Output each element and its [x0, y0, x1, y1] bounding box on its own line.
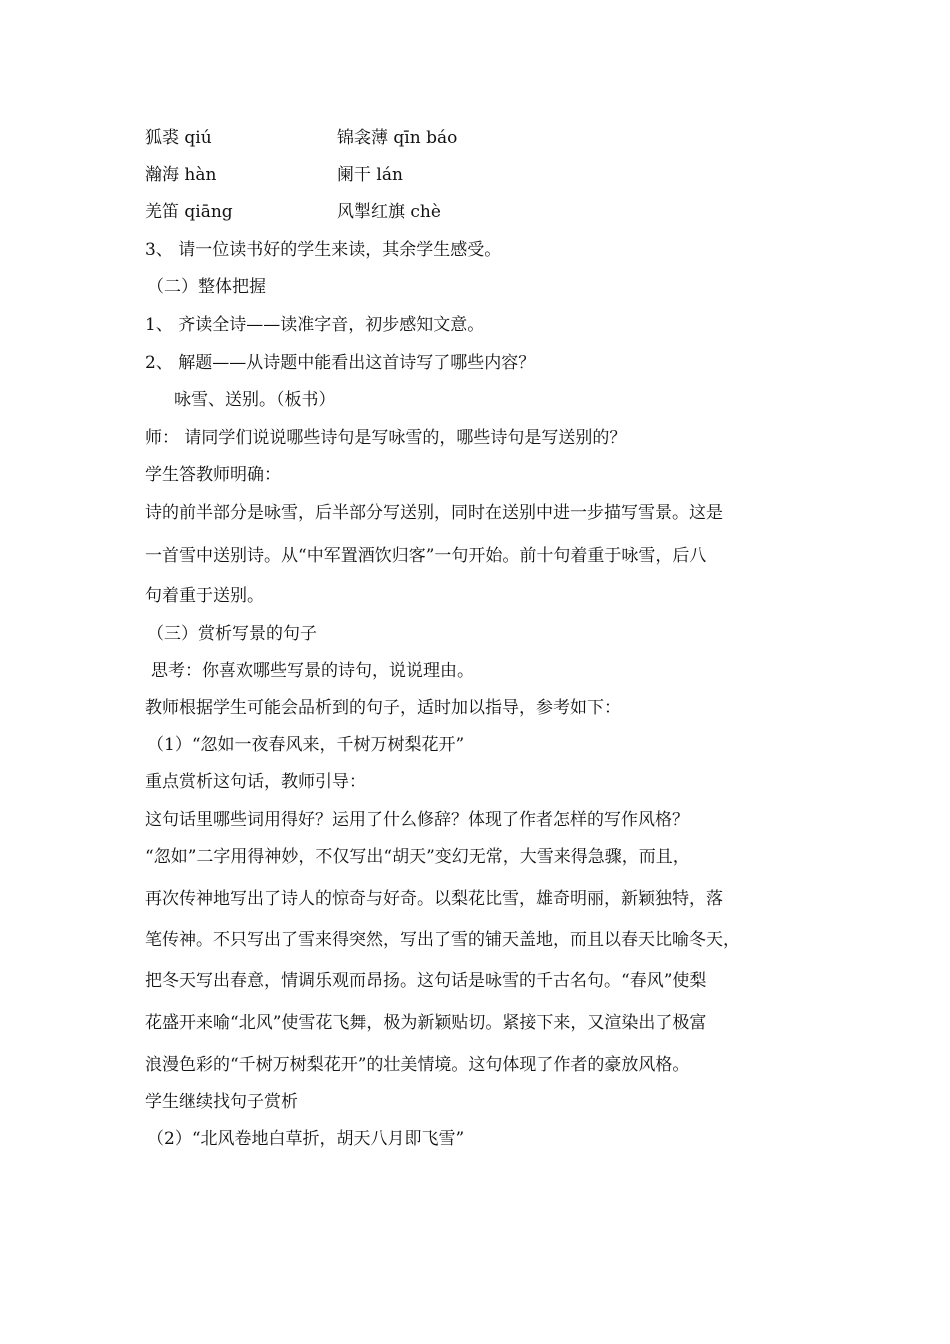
step-3-line: 3、 请一位读书好的学生来读，其余学生感受。	[145, 240, 502, 260]
section-3-heading: （三）赏析写景的句子	[147, 624, 317, 644]
quote-1: （1）“忽如一夜春风来，千树万树梨花开”	[147, 735, 465, 755]
paragraph-line: 再次传神地写出了诗人的惊奇与好奇。以梨花比雪，雄奇明丽，新颖独特，落	[145, 889, 723, 909]
step-2-line: 2、 解题——从诗题中能看出这首诗写了哪些内容？	[145, 353, 536, 373]
paragraph-line: 诗的前半部分是咏雪，后半部分写送别，同时在送别中进一步描写雪景。这是	[145, 503, 723, 523]
vocab-right-1: 锦衾薄 qīn báo	[337, 128, 458, 148]
analysis-label: 重点赏析这句话，教师引导：	[145, 772, 366, 792]
blackboard-note: 咏雪、送别。（板书）	[174, 390, 336, 410]
paragraph-line: 句着重于送别。	[145, 586, 264, 606]
student-answer-label: 学生答教师明确：	[145, 465, 281, 485]
vocab-left-3: 羌笛 qiāng	[145, 202, 233, 222]
vocab-left-1: 狐裘 qiú	[145, 128, 212, 148]
paragraph-line: 笔传神。不只写出了雪来得突然，写出了雪的铺天盖地，而且以春天比喻冬天，	[145, 930, 740, 950]
continue-line: 学生继续找句子赏析	[145, 1092, 298, 1112]
vocab-left-2: 瀚海 hàn	[145, 165, 217, 185]
step-1-line: 1、 齐读全诗——读准字音，初步感知文意。	[145, 315, 485, 335]
teacher-question: 师： 请同学们说说哪些诗句是写咏雪的，哪些诗句是写送别的？	[145, 428, 627, 448]
vocab-right-2: 阑干 lán	[337, 165, 403, 185]
analysis-question: 这句话里哪些词用得好？运用了什么修辞？体现了作者怎样的写作风格？	[145, 810, 689, 830]
paragraph-line: 一首雪中送别诗。从“中军置酒饮归客”一句开始。前十句着重于咏雪，后八	[145, 546, 707, 566]
paragraph-line: 把冬天写出春意，情调乐观而昂扬。这句话是咏雪的千古名句。“春风”使梨	[145, 971, 707, 991]
paragraph-line: 花盛开来喻“北风”使雪花飞舞，极为新颖贴切。紧接下来，又渲染出了极富	[145, 1013, 707, 1033]
paragraph-line: “忽如”二字用得神妙，不仅写出“胡天”变幻无常，大雪来得急骤，而且，	[145, 847, 690, 867]
guidance-line: 教师根据学生可能会品析到的句子，适时加以指导，参考如下：	[145, 698, 621, 718]
vocab-right-3: 风掣红旗 chè	[337, 202, 441, 222]
quote-2: （2）“北风卷地白草折，胡天八月即飞雪”	[147, 1129, 465, 1149]
paragraph-line: 浪漫色彩的“千树万树梨花开”的壮美情境。这句体现了作者的豪放风格。	[145, 1055, 690, 1075]
thinking-prompt: 思考：你喜欢哪些写景的诗句，说说理由。	[151, 661, 474, 681]
section-2-heading: （二）整体把握	[147, 277, 266, 297]
